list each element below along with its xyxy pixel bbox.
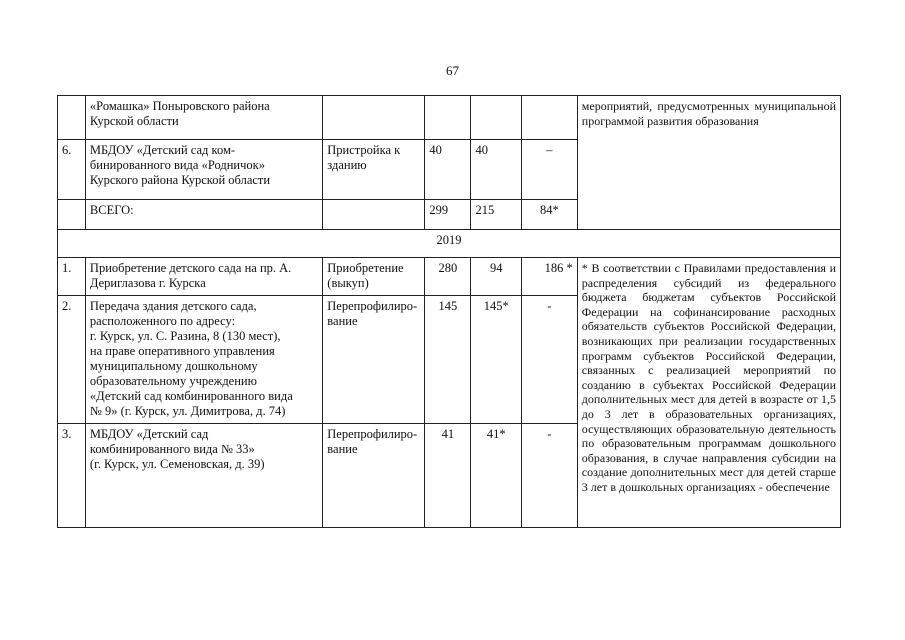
row-number-cell bbox=[58, 96, 86, 140]
places-extra-cell: - bbox=[521, 296, 577, 424]
object-name-line: г. Курск, ул. С. Разина, 8 (130 мест), bbox=[89, 329, 281, 343]
activity-type-line: Пристройка к bbox=[327, 143, 401, 157]
year-label: 2019 bbox=[58, 230, 841, 258]
object-name-cell bbox=[85, 96, 322, 140]
object-name-line: на праве оперативного управления bbox=[89, 344, 275, 358]
activity-type-line: Приобретение bbox=[327, 261, 404, 275]
places-total-cell: 41 bbox=[425, 424, 471, 528]
object-name-line: образовательному учреждению bbox=[89, 374, 257, 388]
activity-type-cell bbox=[323, 296, 425, 424]
places-extra-cell: 84* bbox=[521, 200, 577, 230]
places-total-cell: 280 bbox=[425, 258, 471, 296]
object-name-cell bbox=[85, 424, 322, 528]
places-total-cell: 40 bbox=[425, 140, 471, 200]
row-number-cell bbox=[58, 200, 86, 230]
footnote-cell: * В соответствии с Правилами предоставления и распределения субсидий из федерального бюджета бюджетам субъектов Российской Федерации на софинансирование расходных обязательств субъектов Российской Федерации, возникающих при реализации государственных программ субъектов Российской Федерации, связанных с реализацией мероприятий по созданию в субъектах Российской Федерации дополнительных мест для детей в возрасте от 1,5 до 3 лет в образовательных организациях, осуществляющих образовательную деятельность по образовательным программам дошкольного образования, в случае направления субсидии на создание дополнительных мест для детей старше 3 лет в дошкольных организациях - обеспечение bbox=[577, 258, 840, 528]
row-number-cell: 3. bbox=[58, 424, 86, 528]
places-budget-cell: 94 bbox=[471, 258, 521, 296]
activity-type-cell bbox=[323, 258, 425, 296]
object-name-cell bbox=[85, 258, 322, 296]
activity-type-cell bbox=[323, 140, 425, 200]
places-total-cell: 145 bbox=[425, 296, 471, 424]
total-label-cell: ВСЕГО: bbox=[85, 200, 322, 230]
object-name-line: № 9» (г. Курск, ул. Димитрова, д. 74) bbox=[89, 404, 286, 418]
table-row bbox=[58, 258, 841, 296]
note-cell: мероприятий, предусмотренных муниципальной программой развития образования bbox=[577, 96, 840, 230]
year-row bbox=[58, 230, 841, 258]
places-budget-cell: 41* bbox=[471, 424, 521, 528]
object-name-line: «Ромашка» Поныровского района bbox=[89, 99, 270, 113]
activity-type-line: вание bbox=[327, 442, 358, 456]
places-total-cell bbox=[425, 96, 471, 140]
object-name-line: (г. Курск, ул. Семеновская, д. 39) bbox=[89, 457, 265, 471]
object-name-line: расположенного по адресу: bbox=[89, 314, 236, 328]
object-name-line: МБДОУ «Детский сад bbox=[89, 427, 209, 441]
row-number-cell: 2. bbox=[58, 296, 86, 424]
places-total-cell: 299 bbox=[425, 200, 471, 230]
object-name-line: МБДОУ «Детский сад ком- bbox=[89, 143, 236, 157]
activity-type-line: (выкуп) bbox=[327, 276, 369, 290]
activity-type-cell bbox=[323, 424, 425, 528]
object-name-line: Курской области bbox=[89, 114, 179, 128]
activity-type-line: вание bbox=[327, 314, 358, 328]
object-name-line: муниципальному дошкольному bbox=[89, 359, 258, 373]
places-budget-cell: 40 bbox=[471, 140, 521, 200]
places-budget-cell: 145* bbox=[471, 296, 521, 424]
object-name-line: Курского района Курской области bbox=[89, 173, 271, 187]
page-number: 67 bbox=[446, 63, 459, 78]
row-number-cell: 6. bbox=[58, 140, 86, 200]
object-name-line: Дериглазова г. Курска bbox=[89, 276, 206, 290]
activities-table bbox=[57, 95, 841, 528]
activity-type-line: зданию bbox=[327, 158, 367, 172]
places-extra-cell: - bbox=[521, 424, 577, 528]
places-extra-cell: – bbox=[521, 140, 577, 200]
object-name-cell bbox=[85, 296, 322, 424]
places-budget-cell bbox=[471, 96, 521, 140]
places-extra-cell: 186 * bbox=[521, 258, 577, 296]
activity-type-cell bbox=[323, 96, 425, 140]
activity-type-line: Перепрофилиро- bbox=[327, 427, 418, 441]
table-row-continued bbox=[58, 96, 841, 140]
row-number-cell: 1. bbox=[58, 258, 86, 296]
activity-type-cell bbox=[323, 200, 425, 230]
object-name-line: Передача здания детского сада, bbox=[89, 299, 257, 313]
activity-type-line: Перепрофилиро- bbox=[327, 299, 418, 313]
places-budget-cell: 215 bbox=[471, 200, 521, 230]
object-name-line: «Детский сад комбинированного вида bbox=[89, 389, 293, 403]
object-name-line: комбинированного вида № 33» bbox=[89, 442, 255, 456]
object-name-cell bbox=[85, 140, 322, 200]
object-name-line: Приобретение детского сада на пр. А. bbox=[89, 261, 292, 275]
places-extra-cell bbox=[521, 96, 577, 140]
object-name-line: бинированного вида «Родничок» bbox=[89, 158, 265, 172]
